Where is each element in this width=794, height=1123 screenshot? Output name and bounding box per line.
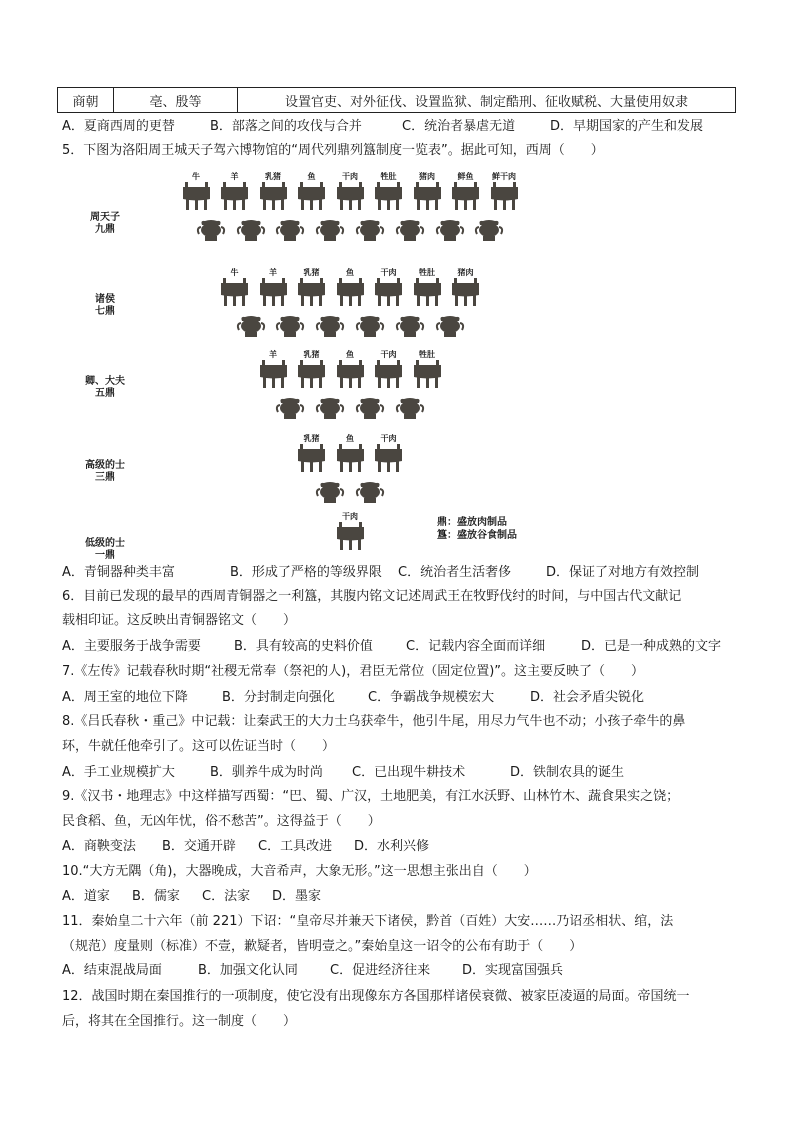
q8-option-a: A．手工业规模扩大 bbox=[62, 765, 175, 780]
gui-icon bbox=[236, 314, 266, 338]
ding-vessel bbox=[181, 172, 212, 214]
ding-vessel bbox=[258, 268, 289, 310]
ding-icon bbox=[373, 444, 404, 472]
ding-label: 干肉 bbox=[380, 268, 397, 277]
ding-label: 乳猪 bbox=[265, 172, 281, 181]
q9-option-a: A．商鞅变法 bbox=[62, 839, 136, 854]
ding-icon bbox=[181, 182, 212, 210]
q11-options bbox=[62, 962, 752, 979]
ding-label: 羊 bbox=[269, 350, 277, 359]
q11-option-b: B．加强文化认同 bbox=[198, 963, 298, 978]
gui-icon bbox=[435, 314, 465, 338]
ding-gui-figure bbox=[75, 170, 555, 560]
ding-label: 鱼 bbox=[346, 268, 354, 277]
q6-stem-line-2: 载相印证。这反映出青铜器铭文（ ） bbox=[62, 613, 297, 628]
tier-label bbox=[75, 460, 135, 484]
tier-rank: 低级的士 bbox=[85, 538, 125, 549]
ding-icon bbox=[335, 444, 366, 472]
gui-icon bbox=[355, 314, 385, 338]
q9-option-b: B．交通开辟 bbox=[162, 839, 236, 854]
q8-stem-line-2: 环，牛就任他牵引了。这可以佐证当时（ ） bbox=[62, 739, 336, 754]
q4-option-a: A．夏商西周的更替 bbox=[62, 119, 175, 134]
q11-option-c: C．促进经济往来 bbox=[330, 963, 431, 978]
ding-icon bbox=[219, 182, 250, 210]
tier-ding-count: 五鼎 bbox=[95, 388, 115, 399]
ding-label: 乳猪 bbox=[303, 268, 320, 277]
ding-icon bbox=[219, 278, 250, 306]
tier-rank: 周天子 bbox=[90, 212, 120, 223]
ding-icon bbox=[335, 278, 366, 306]
gui-icon bbox=[275, 218, 305, 242]
ding-label: 羊 bbox=[269, 268, 277, 277]
ding-vessel bbox=[335, 512, 366, 554]
q5-options bbox=[62, 564, 752, 581]
ding-icon bbox=[335, 522, 366, 550]
ding-icon bbox=[296, 182, 327, 210]
q9-stem-line-1: 9.《汉书・地理志》中这样描写西蜀：“巴、蜀、广汉，土地肥美，有江水沃野、山林竹木、蔬食果实之饶； bbox=[62, 789, 680, 804]
q11-option-d: D．实现富国强兵 bbox=[462, 963, 564, 978]
ding-vessel bbox=[450, 268, 481, 310]
q6-stem-line-1: 6．目前已发现的最早的西周青铜器之一利簋，其腹内铭文记述周武王在牧野伐纣的时间，与中国古代文献记 bbox=[62, 589, 682, 604]
q8-option-d: D．铁制农具的诞生 bbox=[510, 765, 625, 780]
q5-option-d: D．保证了对地方有效控制 bbox=[546, 565, 700, 580]
ding-vessel bbox=[335, 434, 366, 476]
q10-option-c: C．法家 bbox=[202, 889, 251, 904]
ding-label: 羊 bbox=[230, 172, 239, 181]
q11-stem-line-1: 11．秦始皇二十六年（前 221）下诏：“皇帝尽并兼天下诸侯，黔首（百姓）大安……乃诏丞相状、绾，法 bbox=[62, 914, 674, 929]
q7-stem: 7.《左传》记载春秋时期“社稷无常奉（祭祀的人)，君臣无常位（固定位置)”。这主要反映了（ ） bbox=[62, 664, 645, 679]
ding-vessel bbox=[296, 268, 327, 310]
ding-vessel bbox=[412, 268, 443, 310]
ding-icon bbox=[258, 278, 289, 306]
ding-label: 干肉 bbox=[380, 434, 397, 443]
q9-option-c: C．工具改进 bbox=[258, 839, 333, 854]
tier-rank: 诸侯 bbox=[95, 294, 115, 305]
ding-icon bbox=[373, 360, 404, 388]
ding-icon bbox=[258, 360, 289, 388]
q5-stem: 5．下图为洛阳周王城天子驾六博物馆的“周代列鼎列簋制度一览表”。据此可知，西周（ ） bbox=[62, 143, 604, 158]
ding-vessel bbox=[412, 350, 443, 392]
q5-option-a: A．青铜器种类丰富 bbox=[62, 565, 175, 580]
gui-icon bbox=[355, 218, 385, 242]
ding-label: 干肉 bbox=[342, 172, 358, 181]
ding-label: 牲肚 bbox=[419, 268, 435, 277]
ding-label: 鱼 bbox=[346, 350, 354, 359]
legend-gui: 簋：盛放谷食制品 bbox=[437, 530, 517, 541]
ding-icon bbox=[450, 182, 481, 210]
ding-icon bbox=[412, 360, 443, 388]
q11-option-a: A．结束混战局面 bbox=[62, 963, 162, 978]
q8-option-c: C．已出现牛耕技术 bbox=[352, 765, 466, 780]
ding-label: 猪肉 bbox=[419, 172, 435, 181]
ding-icon bbox=[296, 278, 327, 306]
ding-label: 鱼 bbox=[346, 434, 354, 443]
tier-label bbox=[75, 538, 135, 562]
tier-ding-count: 七鼎 bbox=[95, 306, 115, 317]
gui-icon bbox=[395, 314, 425, 338]
ding-vessel bbox=[258, 172, 289, 214]
q9-option-d: D．水利兴修 bbox=[354, 839, 430, 854]
gui-icon bbox=[315, 480, 345, 504]
ding-icon bbox=[412, 182, 443, 210]
gui-icon bbox=[315, 314, 345, 338]
ding-label: 鲜干肉 bbox=[492, 172, 516, 181]
ding-vessel bbox=[219, 268, 250, 310]
ding-vessel bbox=[296, 172, 327, 214]
ding-vessel bbox=[373, 172, 404, 214]
q7-option-a: A．周王室的地位下降 bbox=[62, 690, 188, 705]
gui-icon bbox=[236, 218, 266, 242]
q6-options bbox=[62, 638, 752, 655]
gui-icon bbox=[355, 396, 385, 420]
ding-label: 鱼 bbox=[307, 172, 316, 181]
ding-vessel bbox=[373, 268, 404, 310]
table-cell-dynasty: 商朝 bbox=[58, 88, 114, 112]
table-cell-content: 设置官吏、对外征伐、设置监狱、制定酷刑、征收赋税、大量使用奴隶 bbox=[284, 94, 688, 110]
tier-rank: 高级的士 bbox=[85, 460, 125, 471]
tier-ding-count: 一鼎 bbox=[95, 550, 115, 561]
q10-options bbox=[62, 888, 752, 905]
tier-label bbox=[75, 212, 135, 236]
ding-icon bbox=[373, 278, 404, 306]
ding-icon bbox=[296, 444, 327, 472]
ding-vessel bbox=[219, 172, 250, 214]
gui-icon bbox=[315, 396, 345, 420]
dynasty-table-row bbox=[57, 87, 736, 113]
q11-stem-line-2: （规范）度量则（标准）不壹，歉疑者，皆明壹之。”秦始皇这一诏令的公布有助于（ ） bbox=[62, 939, 583, 954]
ding-vessel bbox=[373, 350, 404, 392]
q6-option-d: D．已是一种成熟的文字 bbox=[581, 639, 722, 654]
gui-icon bbox=[355, 480, 385, 504]
q4-option-c: C．统治者暴虐无道 bbox=[402, 119, 516, 134]
q4-options bbox=[62, 118, 752, 135]
ding-icon bbox=[373, 182, 404, 210]
ding-vessel bbox=[373, 434, 404, 476]
ding-label: 鲜鱼 bbox=[457, 172, 474, 181]
tier-label bbox=[75, 294, 135, 318]
gui-icon bbox=[395, 218, 425, 242]
tier-rank: 卿、大夫 bbox=[85, 376, 125, 387]
ding-icon bbox=[489, 182, 520, 210]
q7-option-d: D．社会矛盾尖锐化 bbox=[530, 690, 645, 705]
tier-ding-count: 三鼎 bbox=[95, 472, 115, 483]
ding-icon bbox=[412, 278, 443, 306]
q8-option-b: B．驯养牛成为时尚 bbox=[210, 765, 323, 780]
q5-option-b: B．形成了严格的等级界限 bbox=[230, 565, 382, 580]
ding-icon bbox=[296, 360, 327, 388]
gui-icon bbox=[196, 218, 226, 242]
gui-icon bbox=[315, 218, 345, 242]
gui-icon bbox=[435, 218, 465, 242]
gui-icon bbox=[275, 314, 305, 338]
q9-stem-line-2: 民食稻、鱼，无凶年忧，俗不愁苦”。这得益于（ ） bbox=[62, 814, 381, 829]
q7-option-b: B．分封制走向强化 bbox=[222, 690, 335, 705]
tier-ding-count: 九鼎 bbox=[95, 224, 115, 235]
ding-vessel bbox=[412, 172, 443, 214]
q8-stem-line-1: 8.《吕氏春秋・重己》中记载：让秦武王的大力士乌获牵牛，他引牛尾，用尽力气牛也不动；小孩子牵牛的鼻 bbox=[62, 714, 686, 729]
gui-icon bbox=[474, 218, 504, 242]
q10-option-b: B．儒家 bbox=[132, 889, 180, 904]
q6-option-a: A．主要服务于战争需要 bbox=[62, 639, 201, 654]
q12-stem-line-2: 后，将其在全国推行。这一制度（ ） bbox=[62, 1014, 297, 1029]
ding-label: 干肉 bbox=[342, 512, 358, 521]
q7-options bbox=[62, 689, 752, 706]
q12-stem-line-1: 12．战国时期在秦国推行的一项制度，使它没有出现像东方各国那样诸侯衰微、被家臣凌逼的局面。帝国统一 bbox=[62, 989, 690, 1004]
q4-option-b: B．部落之间的攻伐与合并 bbox=[210, 119, 362, 134]
q4-option-d: D．早期国家的产生和发展 bbox=[550, 119, 704, 134]
q5-option-c: C．统治者生活奢侈 bbox=[398, 565, 512, 580]
q8-options bbox=[62, 764, 752, 781]
table-cell-objects: 亳、殷等 bbox=[114, 88, 238, 112]
ding-label: 乳猪 bbox=[303, 350, 320, 359]
tier-label bbox=[75, 376, 135, 400]
q10-option-a: A．道家 bbox=[62, 889, 110, 904]
ding-vessel bbox=[450, 172, 481, 214]
ding-vessel bbox=[296, 434, 327, 476]
ding-label: 乳猪 bbox=[303, 434, 320, 443]
ding-vessel bbox=[335, 268, 366, 310]
ding-icon bbox=[335, 360, 366, 388]
q10-option-d: D．墨家 bbox=[272, 889, 322, 904]
ding-icon bbox=[258, 182, 289, 210]
ding-icon bbox=[450, 278, 481, 306]
q9-options bbox=[62, 838, 752, 855]
q6-option-b: B．具有较高的史料价值 bbox=[234, 639, 373, 654]
figure-legend bbox=[437, 516, 517, 542]
ding-vessel bbox=[489, 172, 520, 214]
ding-vessel bbox=[258, 350, 289, 392]
ding-vessel bbox=[335, 172, 366, 214]
ding-vessel bbox=[335, 350, 366, 392]
ding-icon bbox=[335, 182, 366, 210]
gui-icon bbox=[395, 396, 425, 420]
ding-label: 牛 bbox=[192, 172, 200, 181]
gui-icon bbox=[275, 396, 305, 420]
q6-option-c: C．记载内容全面而详细 bbox=[406, 639, 546, 654]
legend-ding: 鼎：盛放肉制品 bbox=[437, 517, 507, 528]
ding-label: 牛 bbox=[230, 268, 239, 277]
ding-label: 牲肚 bbox=[380, 172, 397, 181]
q10-stem: 10.“大方无隅（角)，大器晚成，大音希声，大象无形。”这一思想主张出自（ ） bbox=[62, 864, 537, 879]
ding-label: 猪肉 bbox=[457, 268, 474, 277]
q7-option-c: C．争霸战争规模宏大 bbox=[368, 690, 495, 705]
ding-label: 牲肚 bbox=[419, 350, 435, 359]
ding-vessel bbox=[296, 350, 327, 392]
ding-label: 干肉 bbox=[380, 350, 397, 359]
